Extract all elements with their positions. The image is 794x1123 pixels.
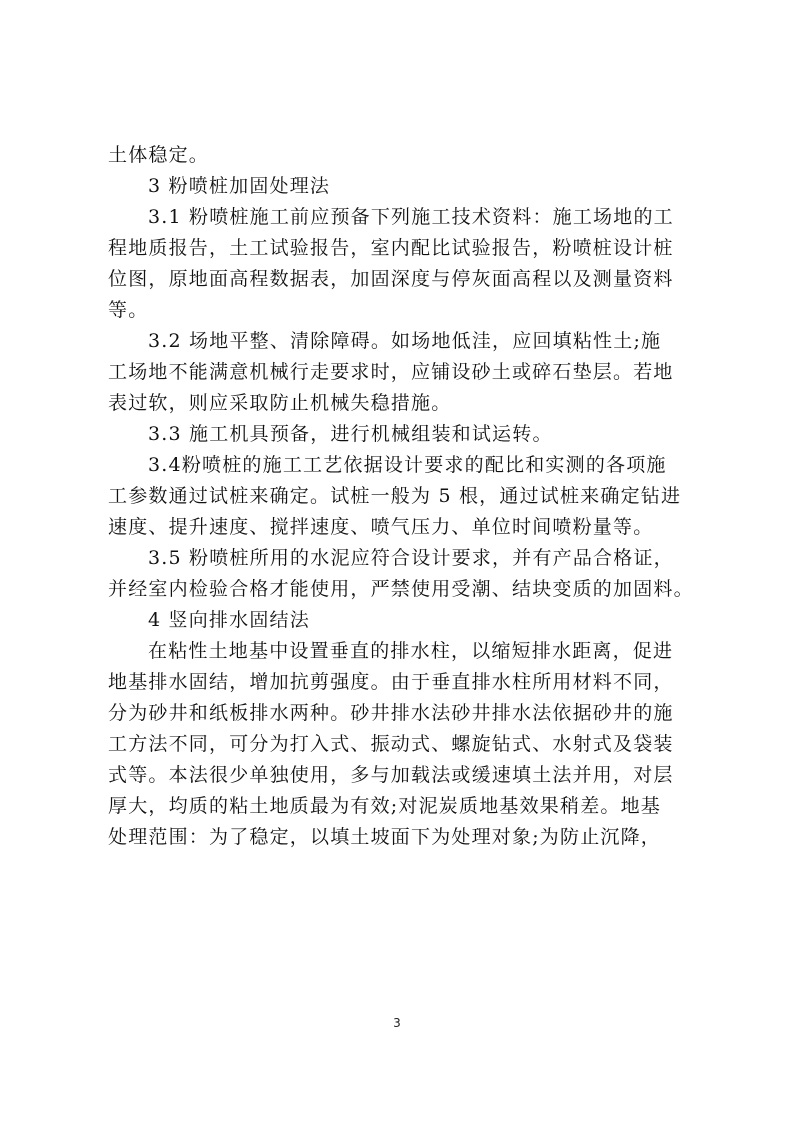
- text-line: 并经室内检验合格才能使用，严禁使用受潮、结块变质的加固料。: [108, 578, 694, 600]
- document-page: [108, 0, 696, 1123]
- text-line: 3.2 场地平整、清除障碍。如场地低洼，应回填粘性土;施: [148, 330, 662, 352]
- text-line: 3.3 施工机具预备，进行机械组装和试运转。: [148, 423, 553, 445]
- text-line: 3.1 粉喷桩施工前应预备下列施工技术资料：施工场地的工: [148, 206, 674, 228]
- text-line: 速度、提升速度、搅拌速度、喷气压力、单位时间喷粉量等。: [108, 516, 654, 538]
- text-line: 3.5 粉喷桩所用的水泥应符合设计要求，并有产品合格证，: [148, 547, 674, 569]
- text-line: 4 竖向排水固结法: [148, 609, 310, 631]
- text-line: 土体稳定。: [108, 144, 210, 166]
- text-line: 在粘性土地基中设置垂直的排水柱，以缩短排水距离，促进: [148, 640, 674, 662]
- text-line: 地基排水固结，增加抗剪强度。由于垂直排水柱所用材料不同，: [108, 671, 674, 693]
- text-line: 3 粉喷桩加固处理法: [148, 175, 331, 197]
- text-line: 式等。本法很少单独使用，多与加载法或缓速填土法并用，对层: [108, 764, 674, 786]
- text-line: 工方法不同，可分为打入式、振动式、螺旋钻式、水射式及袋装: [108, 733, 674, 755]
- text-line: 位图，原地面高程数据表，加固深度与停灰面高程以及测量资料: [108, 268, 674, 290]
- text-line: 工参数通过试桩来确定。试桩一般为 5 根，通过试桩来确定钻进: [108, 485, 682, 507]
- text-line: 处理范围：为了稳定，以填土坡面下为处理对象;为防止沉降，: [108, 826, 662, 848]
- body-text: [108, 140, 696, 853]
- text-line: 表过软，则应采取防止机械失稳措施。: [108, 392, 452, 414]
- text-line: 分为砂井和纸板排水两种。砂井排水法砂井排水法依据砂井的施: [108, 702, 674, 724]
- text-line: 等。: [108, 299, 149, 321]
- text-line: 厚大，均质的粘土地质最为有效;对泥炭质地基效果稍差。地基: [108, 795, 662, 817]
- page-number: 3: [393, 1016, 401, 1030]
- text-line: 3.4粉喷桩的施工工艺依据设计要求的配比和实测的各项施: [148, 454, 667, 476]
- text-line: 程地质报告，土工试验报告，室内配比试验报告，粉喷桩设计桩: [108, 237, 674, 259]
- text-line: 工场地不能满意机械行走要求时，应铺设砂土或碎石垫层。若地: [108, 361, 674, 383]
